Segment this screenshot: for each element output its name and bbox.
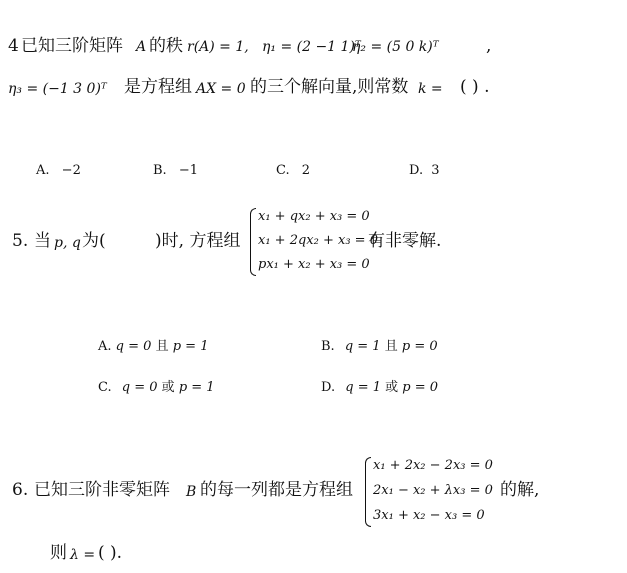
q4-option-c-value: 2: [301, 163, 311, 178]
q5-text-4: 有非零解.: [368, 231, 442, 251]
q4-comma: ,: [486, 36, 492, 56]
q6-system-row-1: x₁ + 2x₂ − 2x₃ = 0: [373, 458, 493, 473]
q5-option-c-conj: 或: [161, 380, 175, 395]
q4-option-c[interactable]: [276, 164, 310, 177]
q5-option-d-cond-2: p = 0: [402, 380, 439, 395]
q5-option-c-label: C.: [98, 380, 112, 395]
q5-option-b[interactable]: [321, 340, 438, 353]
q5-system-row-3: px₁ + x₂ + x₃ = 0: [258, 257, 370, 272]
q5-option-a-conj: 且: [155, 339, 169, 354]
q6-text-1: 已知三阶非零矩阵: [34, 480, 170, 500]
q5-option-a-cond-2: p = 1: [172, 339, 209, 354]
q5-option-d-cond-1: q = 1: [345, 380, 381, 395]
q4-option-a-label: A.: [36, 163, 50, 178]
q4-option-b[interactable]: [153, 164, 198, 177]
q5-option-a-cond-1: q = 0: [115, 339, 152, 354]
q4-text-1: 已知三阶矩阵: [21, 36, 123, 56]
q5-system-row-2: x₁ + 2qx₂ + x₃ = 0: [258, 233, 378, 248]
q5-option-a[interactable]: [98, 340, 208, 353]
q4-equation: AX = 0: [196, 81, 246, 97]
q5-option-c-cond-1: q = 0: [121, 380, 158, 395]
q5-option-c[interactable]: [98, 381, 215, 394]
q6-text-4: 则: [50, 543, 67, 563]
q5-option-d-label: D.: [321, 380, 336, 395]
q5-option-a-label: A.: [98, 339, 112, 354]
q5-option-b-cond-2: p = 0: [401, 339, 438, 354]
q5-option-d[interactable]: [321, 381, 438, 394]
q4-option-b-label: B.: [153, 163, 167, 178]
q4-text-3: 是方程组: [124, 77, 192, 97]
q5-option-c-cond-2: p = 1: [178, 380, 215, 395]
q5-system-brace: [250, 208, 256, 276]
q4-text-2: 的秩: [149, 36, 183, 56]
q5-system-row-1: x₁ + qx₂ + x₃ = 0: [258, 209, 370, 224]
q6-system-row-2: 2x₁ − x₂ + λx₃ = 0: [373, 483, 493, 498]
q4-option-a-value: −2: [61, 163, 81, 178]
q4-text-4: 的三个解向量,则常数: [250, 77, 409, 97]
q6-matrix-B: B: [186, 484, 197, 500]
q4-option-d[interactable]: [409, 164, 440, 177]
q4-blank: ( ) .: [460, 77, 490, 97]
q4-option-a[interactable]: [36, 164, 81, 177]
q4-option-d-value: 3: [431, 163, 440, 178]
q5-option-b-cond-1: q = 1: [344, 339, 381, 354]
q4-eta2: η₂ = (5 0 k)ᵀ: [352, 39, 439, 55]
q5-number: 5.: [12, 231, 29, 251]
q4-matrix-A: A: [136, 39, 147, 55]
q5-option-b-conj: 且: [384, 339, 398, 354]
q5-text-2: 为(: [82, 231, 106, 251]
q4-eta1: η₁ = (2 −1 1)ᵀ: [262, 39, 361, 55]
q4-k: k =: [418, 81, 443, 97]
q5-pq: p, q: [54, 235, 81, 251]
q6-text-2: 的每一列都是方程组: [200, 480, 353, 500]
q4-rank: r(A) = 1,: [187, 39, 249, 55]
q4-option-d-label: D.: [409, 163, 424, 178]
q4-option-b-value: −1: [178, 163, 198, 178]
q6-blank: ( ).: [98, 543, 123, 563]
q5-text-1: 当: [34, 231, 51, 251]
q5-option-b-label: B.: [321, 339, 335, 354]
q6-system-row-3: 3x₁ + x₂ − x₃ = 0: [373, 508, 485, 523]
q6-number: 6.: [12, 480, 29, 500]
q4-option-c-label: C.: [276, 163, 290, 178]
q6-text-3: 的解,: [500, 480, 540, 500]
q4-number: 4: [8, 36, 19, 56]
q6-system-brace: [365, 457, 371, 527]
q5-option-d-conj: 或: [385, 380, 399, 395]
q6-lambda: λ =: [70, 547, 96, 563]
q4-eta3: η₃ = (−1 3 0)ᵀ: [8, 81, 107, 97]
q5-text-3: )时, 方程组: [155, 231, 241, 251]
